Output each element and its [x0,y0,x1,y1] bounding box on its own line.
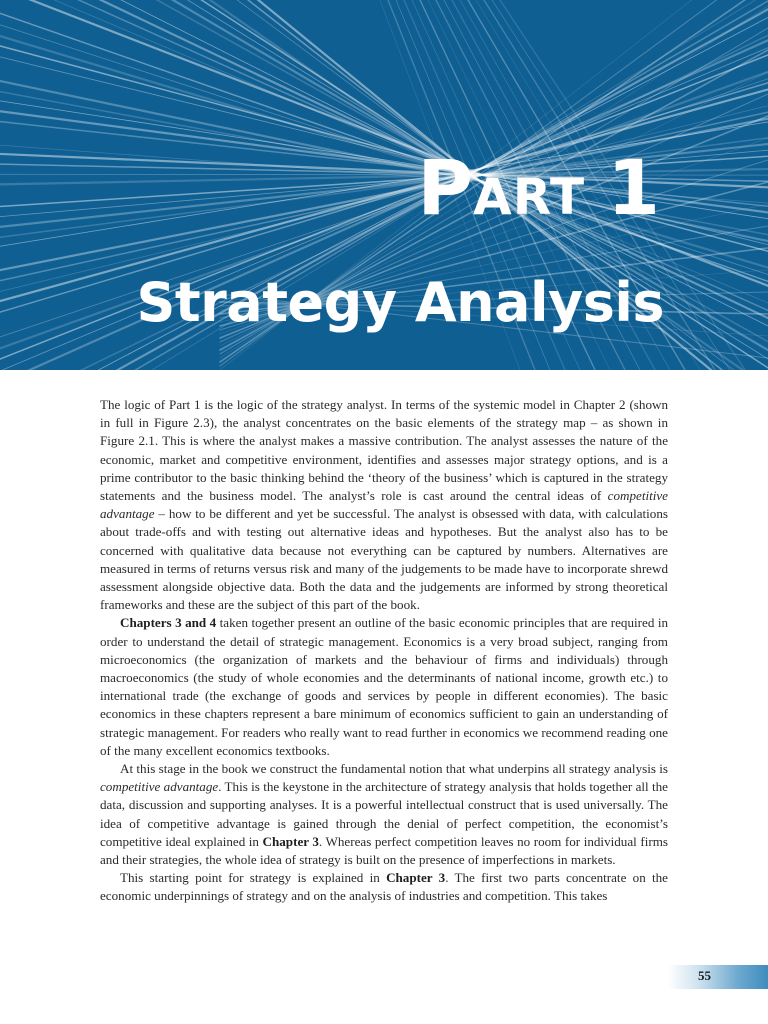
paragraph-4-start: This starting point for strategy is explained in [120,870,387,886]
page-number-tab [668,965,768,989]
paragraph-3-end: . Whereas perfect competition leaves no room for individual firms and their strategies, the whole idea of strategy is built on the presence of imperfections in markets. [100,833,668,868]
chapter-3-reference: Chapter 3 [262,833,319,849]
part-heading-initial: P [417,143,474,232]
paragraph-3 [100,760,668,869]
paragraph-2-text: taken together present an outline of the basic economic principles that are required in order to understand the detail of strategic management. Economics is a very broad subject, ranging from microeconomics (the organization of markets and the behaviour of firms and individuals) through macroeconomics (the study of whole economies and the determinants of national income, growth etc.) to international trade (the exchange of goods and services by people in different economies). The basic economics in these chapters represent a bare minimum of economics sufficient to gain an understanding of strategic management. For readers who really want to read further in economics we recommend reading one of the many excellent economics textbooks. [100,615,669,758]
part-title: Strategy Analysis [136,271,664,334]
chapter-banner [0,0,768,370]
paragraph-1 [100,396,668,614]
emphasis-competitive-advantage-2: competitive advantage [100,779,219,795]
part-heading [417,143,660,232]
part-heading-rest: ART [473,168,586,226]
chapter-3-reference-2: Chapter 3 [386,870,446,886]
paragraph-4 [100,869,668,905]
paragraph-2 [100,614,668,760]
paragraph-1-end: – how to be different and yet be successful. The analyst is obsessed with data, with calculations about trade-offs and with testing out alternative ideas and hypotheses. But the analyst also has to be concerned with qualitative data because not everything can be captured by numbers. Alternatives are measured in terms of returns versus risk and many of the judgements to be made have to incorporate shrewd assessment alongside objective data. Both the data and the judgements are informed by strong theoretical frameworks and these are the subject of this part of the book. [100,506,668,613]
page-number: 55 [698,968,711,983]
paragraph-4-end: . The first two parts concentrate on the economic underpinnings of strategy and on the analysis of industries and competition. This takes [100,870,668,904]
chapters-reference: Chapters 3 and 4 [120,615,217,631]
emphasis-competitive-advantage: competitive advantage [100,488,668,522]
paragraph-3-start: At this stage in the book we construct the fundamental notion that what underpins all strategy analysis is [120,761,668,777]
paragraph-1-text: The logic of Part 1 is the logic of the strategy analyst. In terms of the systemic model in Chapter 2 (shown in full in Figure 2.3), the analyst concentrates on the basic elements of the strategy map – as shown in Figure 2.1. This is where the analyst makes a massive contribution. The analyst assesses the nature of the economic, market and competitive environment, identifies and assesses major strategy options, and is a prime contributor to the basic thinking behind the ‘theory of the business’ which is captured in the strategy statements and the business model. The analyst’s role is cast around the central ideas of [100,397,668,504]
body-text [100,396,668,906]
paragraph-3-mid: . This is the keystone in the architecture of strategy analysis that holds together all the data, discussion and supporting analyses. It is a powerful intellectual construct that is used universally. The idea of competitive advantage is gained through the denial of perfect competition, the economist’s competitive ideal explained in [100,779,668,849]
part-number: 1 [607,143,660,232]
